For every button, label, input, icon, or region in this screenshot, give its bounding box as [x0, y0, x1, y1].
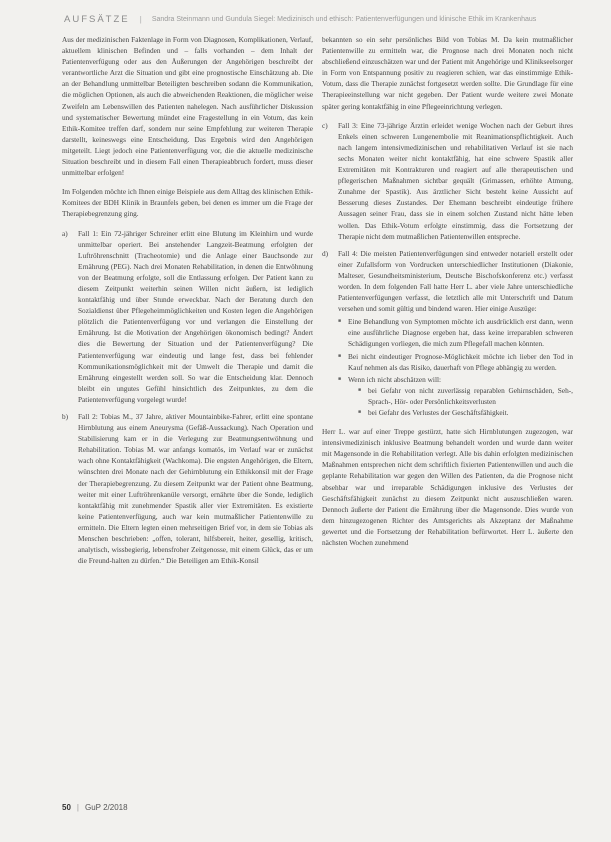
- running-title: Sandra Steinmann und Gundula Siegel: Medizinisch und ethisch: Patientenverfügungen und klinische Ethik im Krankenhaus: [151, 15, 537, 23]
- case-c-text: Fall 3: Eine 73-jährige Ärztin erleidet wenige Wochen nach der Geburt ihres Enkels einen schweren Lungenembolie mit Reanimationspflichtigkeit. Auch nach langem intensivmedizinischen und rehabilitativen Verlauf ist sie nach sechs Monaten weiter nicht kontaktfähig, hat eine schwere Spastik aller Extremitäten mit Kontrakturen und reagiert auf alle therapeutischen und pflegerischen Maßnahmen sichtbar gequält (Grimassen, erhöhte Atmung, Zunahme der Spastik). Aus ärztlicher Sicht besteht keine Aussicht auf Besserung dieses Zustandes. Der Ehemann beschreibt eindeutige frühere Aussagen seiner Frau, dass sie in einem solchen Zustand nicht hätte leben wollen. Das Ethik-Votum erfolgte einstimmig, dass die Fortsetzung der Therapie nicht dem mutmaßlichen Patientenwillen entspreche.: [338, 120, 573, 241]
- list-item: ■ Eine Behandlung von Symptomen möchte ich ausdrücklich erst dann, wenn eine ausführliche Diagnose ergeben hat, dass keine irreparablen schweren Schädigungen vorliegen, die mich zum Pflegefall machen könnten.: [338, 316, 573, 349]
- sub-list-item: ■ bei Gefahr von nicht zuverlässig reparablen Gehirnschäden, Seh-, Sprach-, Hör- oder Persönlichkeitsverlusten: [358, 385, 573, 407]
- page-footer: [62, 803, 128, 812]
- case-d-label: d): [322, 248, 329, 258]
- case-d: [322, 248, 573, 420]
- sub-list-item: ■ bei Gefahr des Verlustes der Geschäftsfähigkeit.: [358, 407, 573, 418]
- case-c: [322, 120, 573, 242]
- case-a-text: Fall 1: Ein 72-jähriger Schreiner erlitt eine Blutung im Kleinhirn und wurde unmittelbar operiert. Bei anstehender Langzeit-Beatmung erfolgten der Luftröhrenschnitt (Tracheotomie) und die Anlage einer Bauchsonde zur Ernährung (PEG). Nach drei Monaten Rehabilitation, in denen die Entwöhnung von der Beatmung erfolgte, soll die Entlassung erfolgen. Der Patient kann zu diesem Zeitpunkt weiterhin seinen Willen nicht äußern, ist lediglich kontaktfähig und über Stunde erweckbar. Nach der Beratung durch den Sozialdienst über Pflegeheimmöglichkeiten und Kosten legen die Angehörigen plötzlich die Patientenverfügung vor und verlangen die Einstellung der Ernährung. Ist die Motivation der Angehörigen ökonomisch bedingt? Ändert dies die Bewertung der Situation und der Patientenverfügung? Die Patientenverfügung war eindeutig und lange fest, dass bei fehlender Kommunikationsmöglichkeit mit der Umwelt die Therapie und damit die Ernährung eingestellt werden soll. So war die Entscheidung klar. Dennoch bleibt ein ungutes Gefühl hinsichtlich des Zeitpunktes, zu dem die Patientenverfügung vorgelegt wurde!: [78, 228, 313, 404]
- excerpt-list: [338, 316, 573, 418]
- case-b: [62, 411, 313, 566]
- case-a-label: a): [62, 228, 68, 238]
- right-column: [322, 34, 573, 556]
- list-item: ■ Bei nicht eindeutiger Prognose-Möglichkeit möchte ich lieber den Tod in Kauf nehmen als das Risiko, dauerhaft von Pflege abhängig zu werden.: [338, 351, 573, 373]
- case-a: [62, 228, 313, 406]
- closing-paragraph: Herr L. war auf einer Treppe gestürzt, hatte sich Hirnblutungen zugezogen, war intensivmedizinisch inklusive Beatmung behandelt worden und wurde dann weiter mit Magensonde in die Rehabilitation verlegt. Alle bis dahin erfolgten medizinischen Maßnahmen entsprechen nicht dem schriftlich fixierten Patientenwillen und auch die geplante Rehabilitation war gegen den Willen des Patienten, da die Prognose nicht absehbar war und irreparable Schädigungen inklusive des Verlustes der Geschäftsfähigkeit zunächst zu diesem Zeitpunkt nicht auszuschließen waren. Dennoch äußerte der Patient die Ernährung über die Magensonde. Dies wurde von dem hinzugezogenen Richter des Amtsgerichts als Akzeptanz der Maßnahme gewertet und die Fortsetzung der Rehabilitation befürwortet. Herr L. äußerte den nächsten Wochen zunehmend: [322, 427, 573, 548]
- case-b-text: Fall 2: Tobias M., 37 Jahre, aktiver Mountainbike-Fahrer, erlitt eine spontane Hirnblutung aus einem Aneurysma (Gefäß-Aussackung). Nach Operation und Stabilisierung kam er in die Verlegung zur Beatmungsentwöhnung und Rehabilitation. Tobias M. war anfangs komatös, im Verlauf war er zunächst wach ohne Kontaktfähigkeit (Wachkoma). Die engsten Angehörigen, die Eltern, wünschten drei Monate nach der Gehirnblutung ein Ethikkonsil mit der Frage der Therapiebegrenzung. Zu diesem Zeitpunkt war der Patient ohne Beatmung, weiter mit einer Luftröhrenkanüle versorgt, ernährte über die Sonde, lediglich kontaktfähig mit zunehmender Spastik aller vier Extremitäten. Es existierte keine Patientenverfügung, auch war kein mutmaßlicher Patientenwille zu ermitteln. Die Eltern legten einen mehrseitigen Brief vor, in dem sie Tobias als Menschen beschrieben: „offen, tolerant, hilfsbereit, heiter, gesellig, kritisch, analytisch, wissbegierig, lebensfroher Zeitgenosse, mit einem Glück, das er um die Freund-halten zu dürfen.“ Die Beteiligen am Ethik-Konsil: [78, 412, 313, 566]
- case-c-label: c): [322, 120, 328, 130]
- page-number: 50: [62, 803, 71, 812]
- case-d-text: Fall 4: Die meisten Patientenverfügungen sind entweder notariell erstellt oder einer Zufallsform von Vordrucken unterschiedlicher Institutionen (Diakonie, Malteser, Gesundheitsministerium, Deutsche Bischofskonferenz etc.) verfasst worden. In dem folgenden Fall hatte Herr L. aber viele Jahre unterschiedliche Patientenverfügungen verfasst, die letztlich alle mit Unterschrift und Datum versehen und somit gültig und bindend waren. Hier einige Auszüge:: [338, 248, 573, 314]
- sub-list: [348, 385, 573, 418]
- examples-paragraph: Im Folgenden möchte ich Ihnen einige Beispiele aus dem Alltag des klinischen Ethik-Komitees der BDH Klinik in Braunfels geben, bei denen es immer um die Frage der Therapiebegrenzung ging.: [62, 187, 313, 219]
- intro-paragraph: Aus der medizinischen Faktenlage in Form von Diagnosen, Komplikationen, Verlauf, aktuellem klinischen Befinden und – falls vorhanden – dem Inhalt der Patientenverfügung oder aus den Äußerungen der Angehörigen beschreibt der verantwortliche Arzt die Situation und gibt eine prognostische Einschätzung ab. Die an der Behandlung unmittelbar Beteiligten beschreiben sodann die Kommunikation, die möglichen Optionen, als auch die abweichenden Reaktionen, die möglicher weise Zweifeln am Lebenswillen des Patienten nahelegen. Nach ausführlicher Diskussion und systematischer Bewertung mündet eine Fragestellung in ein Votum, das kein Ethik-Komitee treffen darf, sondern nur seine Empfehlung zur weiteren Therapie darstellt, keineswegs eine Entscheidung. Das Ergebnis wird den Angehörigen mitgeteilt. Liegt jedoch eine Patientenverfügung vor, die die aktuelle medizinische Situation beschreibt und in diesem Fall einen Therapieabbruch fordert, muss dieser unmittelbar erfolgen!: [62, 35, 313, 178]
- continuation-paragraph: bekannten so ein sehr persönliches Bild von Tobias M. Da kein mutmaßlicher Patientenwille zu ermitteln war, die Prognose nach drei Monaten noch nicht abschließend einzuschätzen war und der Patient mit Angehörige und Klinikseelsorger in Form von Entspannung positiv zu reagieren schien, war das einstimmige Ethik-Votum, dass die Therapie zunächst fortgesetzt werden sollte. Die Grundlage für eine Therapieeinstellung war nicht gegeben. Der Patient wurde weitere zwei Monate später gering kontaktfähig in eine Pflegeeinrichtung verlegen.: [322, 35, 573, 111]
- journal-issue: GuP 2/2018: [84, 803, 128, 812]
- footer-separator: |: [76, 803, 79, 812]
- header-separator: |: [139, 14, 142, 24]
- list-item: [338, 374, 573, 418]
- case-b-label: b): [62, 412, 69, 421]
- list-item-text: Wenn ich nicht abschätzen will:: [348, 374, 442, 384]
- left-column: [62, 34, 313, 572]
- case-d-body: [338, 248, 573, 420]
- running-header: [64, 8, 584, 30]
- section-label: AUFSÄTZE: [64, 13, 130, 25]
